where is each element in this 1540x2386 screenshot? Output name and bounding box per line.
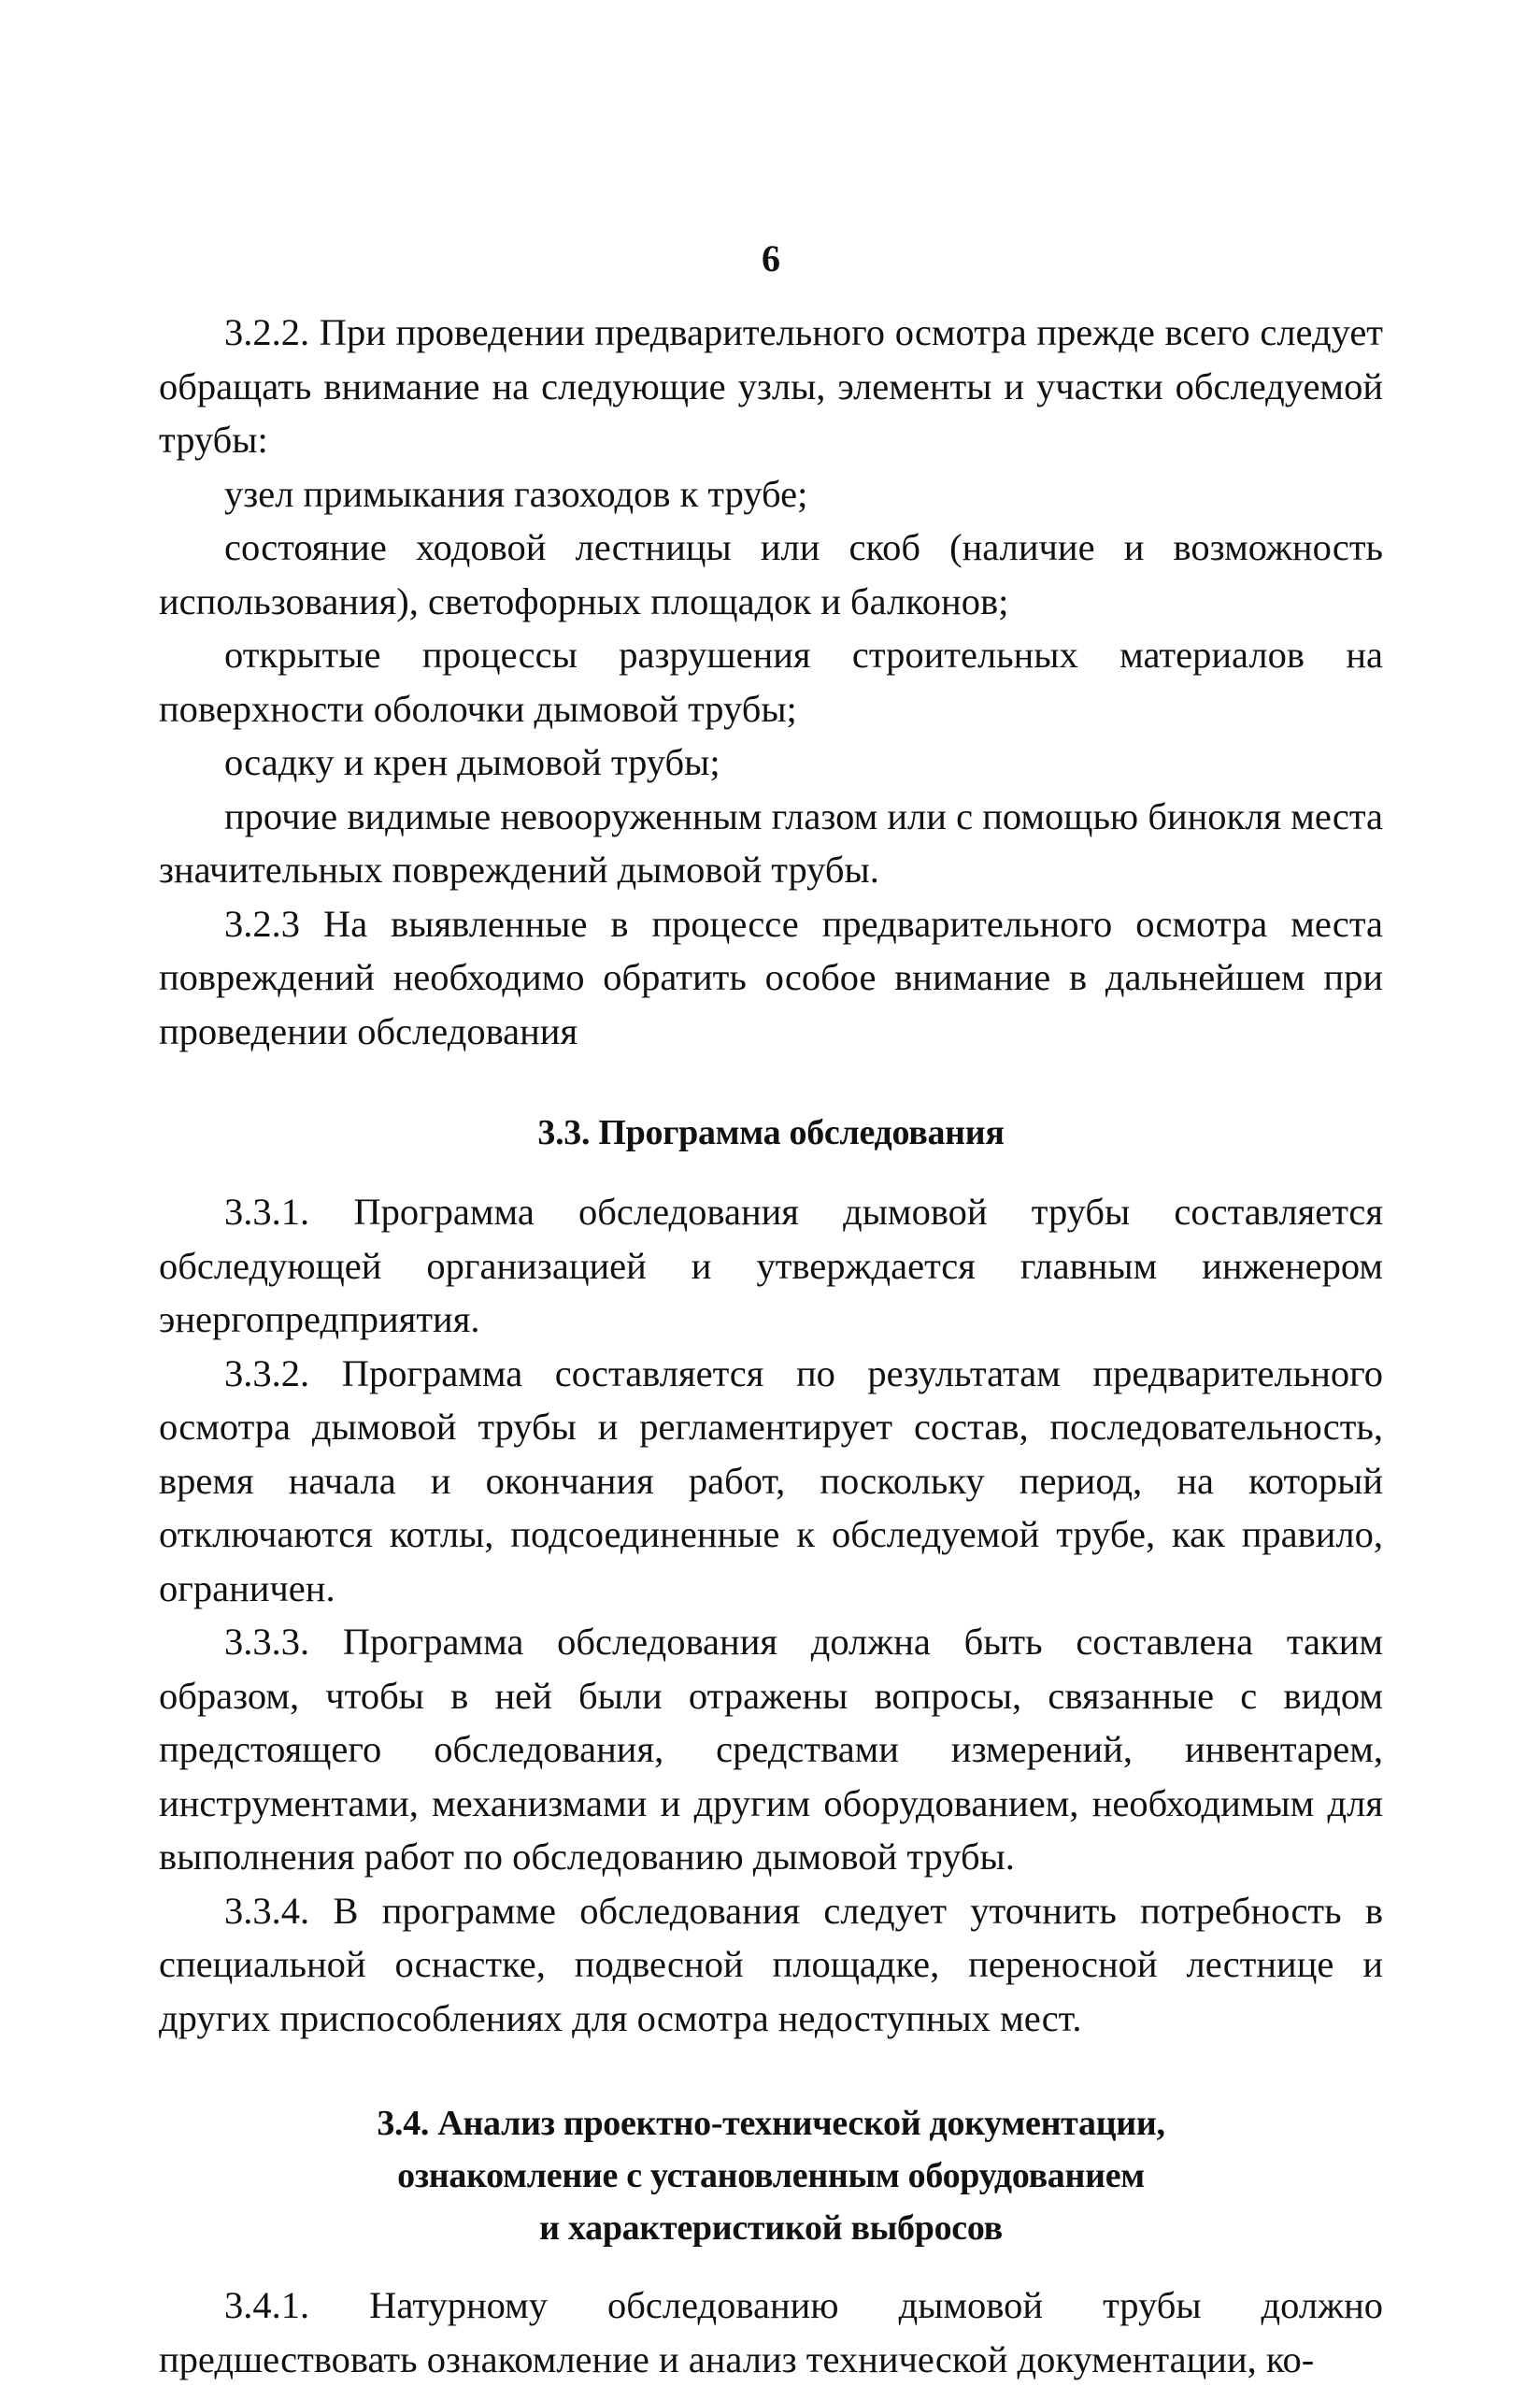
paragraph-3-3-4: 3.3.4. В программе обследования следует уточнить потребность в специальной оснастке, подвесной площадке, переносной лестнице и других приспособлениях для осмотра недоступных мест. [159, 1889, 1383, 2039]
page-number: 6 [762, 237, 780, 279]
paragraph-3-3-2: 3.3.2. Программа составляется по результатам предварительного осмотра дымовой трубы и регламентирует состав, последовательность, время начала и окончания работ, поскольку период, на который отключаются котлы, подсоединенные к обследуемой трубе, как правило, ограничен. [159, 1351, 1383, 1609]
inspection-items-list [159, 467, 1383, 897]
list-item: узел примыкания газоходов к трубе; [224, 472, 808, 515]
list-item: состояние ходовой лестницы или скоб (наличие и возможность использования), светофорных площадок и балконов; [159, 526, 1383, 622]
list-item: открытые процессы разрушения строительных материалов на поверхности оболочки дымовой трубы; [159, 634, 1383, 730]
heading-line: ознакомление с установленным оборудованием [397, 2156, 1145, 2195]
heading-line: и характеристикой выбросов [539, 2208, 1003, 2248]
paragraph-3-2-2: 3.2.2. При проведении предварительного осмотра прежде всего следует обращать внимание на следующие узлы, элементы и участки обследуемой трубы: [159, 311, 1383, 461]
paragraph-3-3-1: 3.3.1. Программа обследования дымовой трубы составляется обследующей организацией и утверждается главным инженером энергопредприятия. [159, 1191, 1383, 1340]
heading-line: 3.4. Анализ проектно-технической документации, [377, 2104, 1165, 2143]
list-item: прочие видимые невооруженным глазом или с помощью бинокля места значительных повреждений дымовой трубы. [159, 794, 1383, 891]
list-item: осадку и крен дымовой трубы; [224, 741, 720, 783]
section-heading-3-3: 3.3. Программа обследования [537, 1113, 1005, 1152]
paragraph-3-2-3: 3.2.3 На выявленные в процессе предварительного осмотра места повреждений необходимо обратить особое внимание в дальнейшем при проведении обследования [159, 902, 1383, 1052]
paragraph-3-3-3: 3.3.3. Программа обследования должна быть составлена таким образом, чтобы в ней были отражены вопросы, связанные с видом предстоящего обследования, средствами измерений, инвентарем, инструментами, механизмами и другим оборудованием, необходимым для выполнения работ по обследованию дымовой трубы. [159, 1621, 1383, 1878]
section-heading-3-4 [159, 2097, 1383, 2254]
paragraph-3-4-1: 3.4.1. Натурному обследованию дымовой трубы должно предшествовать ознакомление и анализ технической документации, ко- [159, 2284, 1383, 2380]
document-page [159, 232, 1383, 2386]
